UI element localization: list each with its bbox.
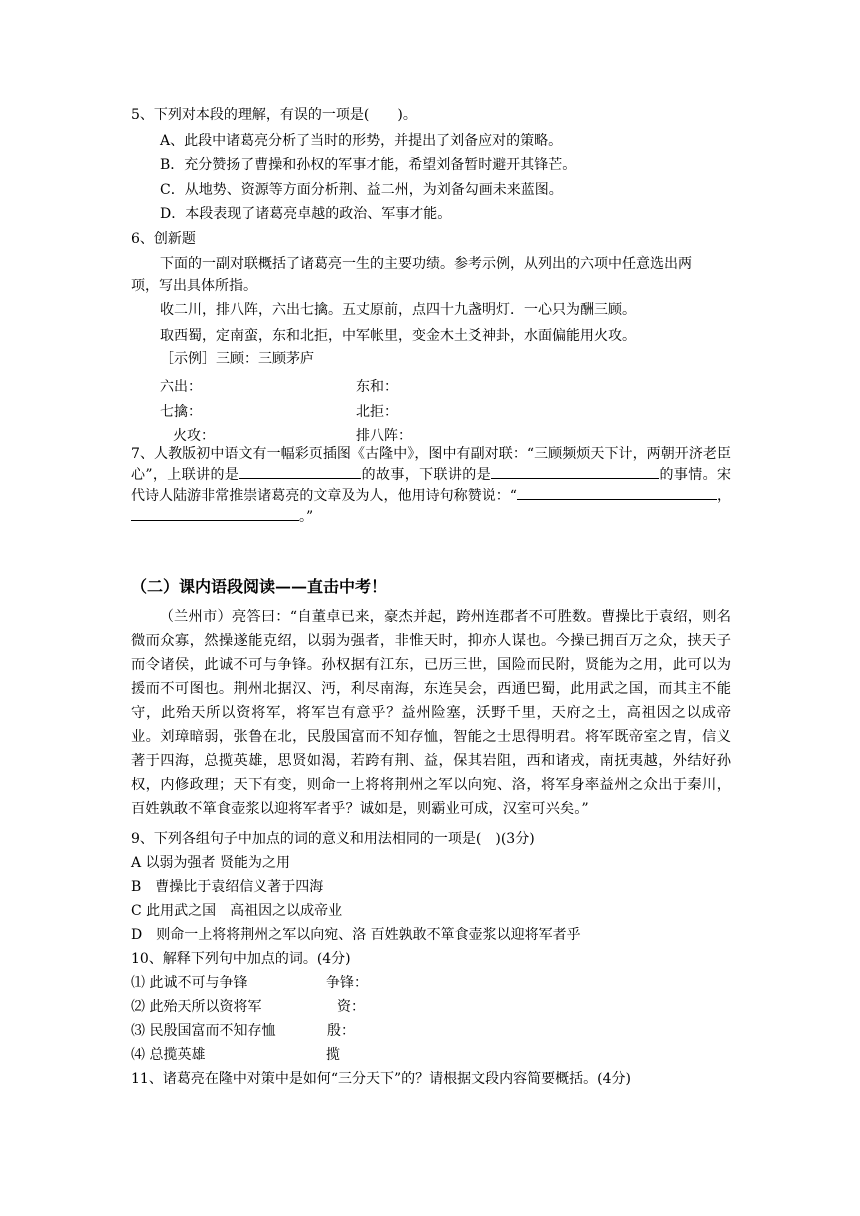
- q10-item-4-word: 揽: [326, 1047, 340, 1063]
- q10-item-2-sentence: ⑵ 此殆天所以资将军: [131, 999, 262, 1015]
- q6-item-huogong: 火攻：: [173, 428, 215, 444]
- q9-option-a: A 以弱为强者 贤能为之用: [131, 855, 291, 871]
- q9-option-d: D 则命一上将将荆州之军以向宛、洛 百姓孰敢不箪食壶浆以迎将军者乎: [131, 927, 581, 943]
- q6-title: 6、创新题: [131, 231, 196, 247]
- q11-stem: 11、诸葛亮在隆中对策中是如何“三分天下”的？请根据文段内容简要概括。(4分): [131, 1071, 631, 1087]
- q10-item-3-sentence: ⑶ 民殷国富而不知存恤: [131, 1023, 276, 1039]
- q9-stem: 9、下列各组句子中加点的词的意义和用法相同的一项是( )(3分): [131, 831, 535, 847]
- q6-example: ［示例］三顾：三顾茅庐: [160, 351, 314, 367]
- q7-text-3: 的事情。宋代诗人陆游非常推崇诸葛亮的文章及为人，: [131, 467, 731, 504]
- q6-item-beiju: 北拒：: [356, 404, 398, 420]
- q7-text-1: 7、人教版初中语文有一幅彩页插图《古隆中》，图中有副对联：“三顾频烦天下计，两朝开济老臣心”，上联讲的是: [131, 446, 731, 483]
- q10-item-2-word: 资：: [337, 999, 365, 1015]
- q5-option-c: C．从地势、资源等方面分析荆、益二州，为刘备勾画未来蓝图。: [160, 182, 563, 198]
- q6-couplet-line-2: 取西蜀，定南蛮，东和北拒，中军帐里，变金木土爻神卦，水面偏能用火攻。: [160, 328, 636, 344]
- q7-text-5: ，: [716, 488, 731, 504]
- q6-item-liuchu: 六出：: [160, 379, 202, 395]
- q6-item-pai-ba-zhen: 排八阵：: [356, 428, 412, 444]
- section-2-heading: （二）课内语段阅读——直击中考！: [131, 577, 388, 596]
- q7-text-2: 的故事，下联讲的是: [361, 467, 492, 483]
- q7-answer-blank-3[interactable]: [517, 484, 717, 500]
- q5-stem: 5、下列对本段的理解，有误的一项是( )。: [131, 107, 417, 123]
- q6-intro-line-2: 项，写出具体所指。: [131, 278, 257, 294]
- q10-item-1-sentence: ⑴ 此诚不可与争锋: [131, 975, 248, 991]
- q7-answer-blank-2[interactable]: [491, 463, 659, 479]
- q6-item-donghe: 东和：: [356, 379, 398, 395]
- q10-item-1-word: 争锋：: [326, 975, 368, 991]
- reading-passage: [131, 605, 731, 821]
- q10-item-3-word: 殷：: [327, 1023, 355, 1039]
- q9-option-b: B 曹操比于袁绍信义著于四海: [131, 879, 324, 895]
- q10-item-4-sentence: ⑷ 总揽英雄: [131, 1047, 206, 1063]
- q6-item-qiqin: 七擒：: [160, 404, 202, 420]
- q7-answer-blank-1[interactable]: [239, 463, 361, 479]
- q7-text-6: 。”: [299, 509, 314, 525]
- q6-intro-line-1: 下面的一副对联概括了诸葛亮一生的主要功绩。参考示例，从列出的六项中任意选出两: [160, 256, 692, 272]
- q7-answer-blank-4[interactable]: [131, 505, 299, 521]
- q9-option-c: C 此用武之国 高祖因之以成帝业: [131, 903, 343, 919]
- q5-option-b: B．充分赞扬了曹操和孙权的军事才能，希望刘备暂时避开其锋芒。: [160, 157, 577, 173]
- q5-option-d: D．本段表现了诸葛亮卓越的政治、军事才能。: [160, 206, 452, 222]
- q6-couplet-line-1: 收二川，排八阵，六出七擒。五丈原前，点四十九盏明灯．一心只为酬三顾。: [160, 302, 636, 318]
- q7-text-4: 他用诗句称赞说：“: [397, 488, 517, 504]
- q7-paragraph: [131, 445, 731, 526]
- passage-text: （兰州市）亮答曰：“自董卓已来，豪杰并起，跨州连郡者不可胜数。曹操比于袁绍，则名微而众寡，然操遂能克绍，以弱为强者，非惟天时，抑亦人谋也。今操已拥百万之众，挟天子而令诸侯，此诚不可与争锋。孙权据有江东，已历三世，国险而民附，贤能为之用，此可以为援而不可图也。荆州北据汉、沔，利尽南海，东连吴会，西通巴蜀，此用武之国，而其主不能守，此殆天所以资将军，将军岂有意乎？益州险塞，沃野千里，天府之土，高祖因之以成帝业。刘璋暗弱，张鲁在北，民殷国富而不知存恤，智能之士思得明君。将军既帝室之胄，信义著于四海，总揽英雄，思贤如渴，若跨有荆、益，保其岩阻，西和诸戎，南抚夷越，外结好孙权，内修政理；天下有变，则命一上将将荆州之军以向宛、洛，将军身率益州之众出于秦川，百姓孰敢不箪食壶浆以迎将军者乎？诚如是，则霸业可成，汉室可兴矣。”: [131, 609, 731, 817]
- q5-option-a: A、此段中诸葛亮分析了当时的形势，并提出了刘备应对的策略。: [160, 133, 563, 149]
- q10-stem: 10、解释下列句中加点的词。(4分): [131, 951, 351, 967]
